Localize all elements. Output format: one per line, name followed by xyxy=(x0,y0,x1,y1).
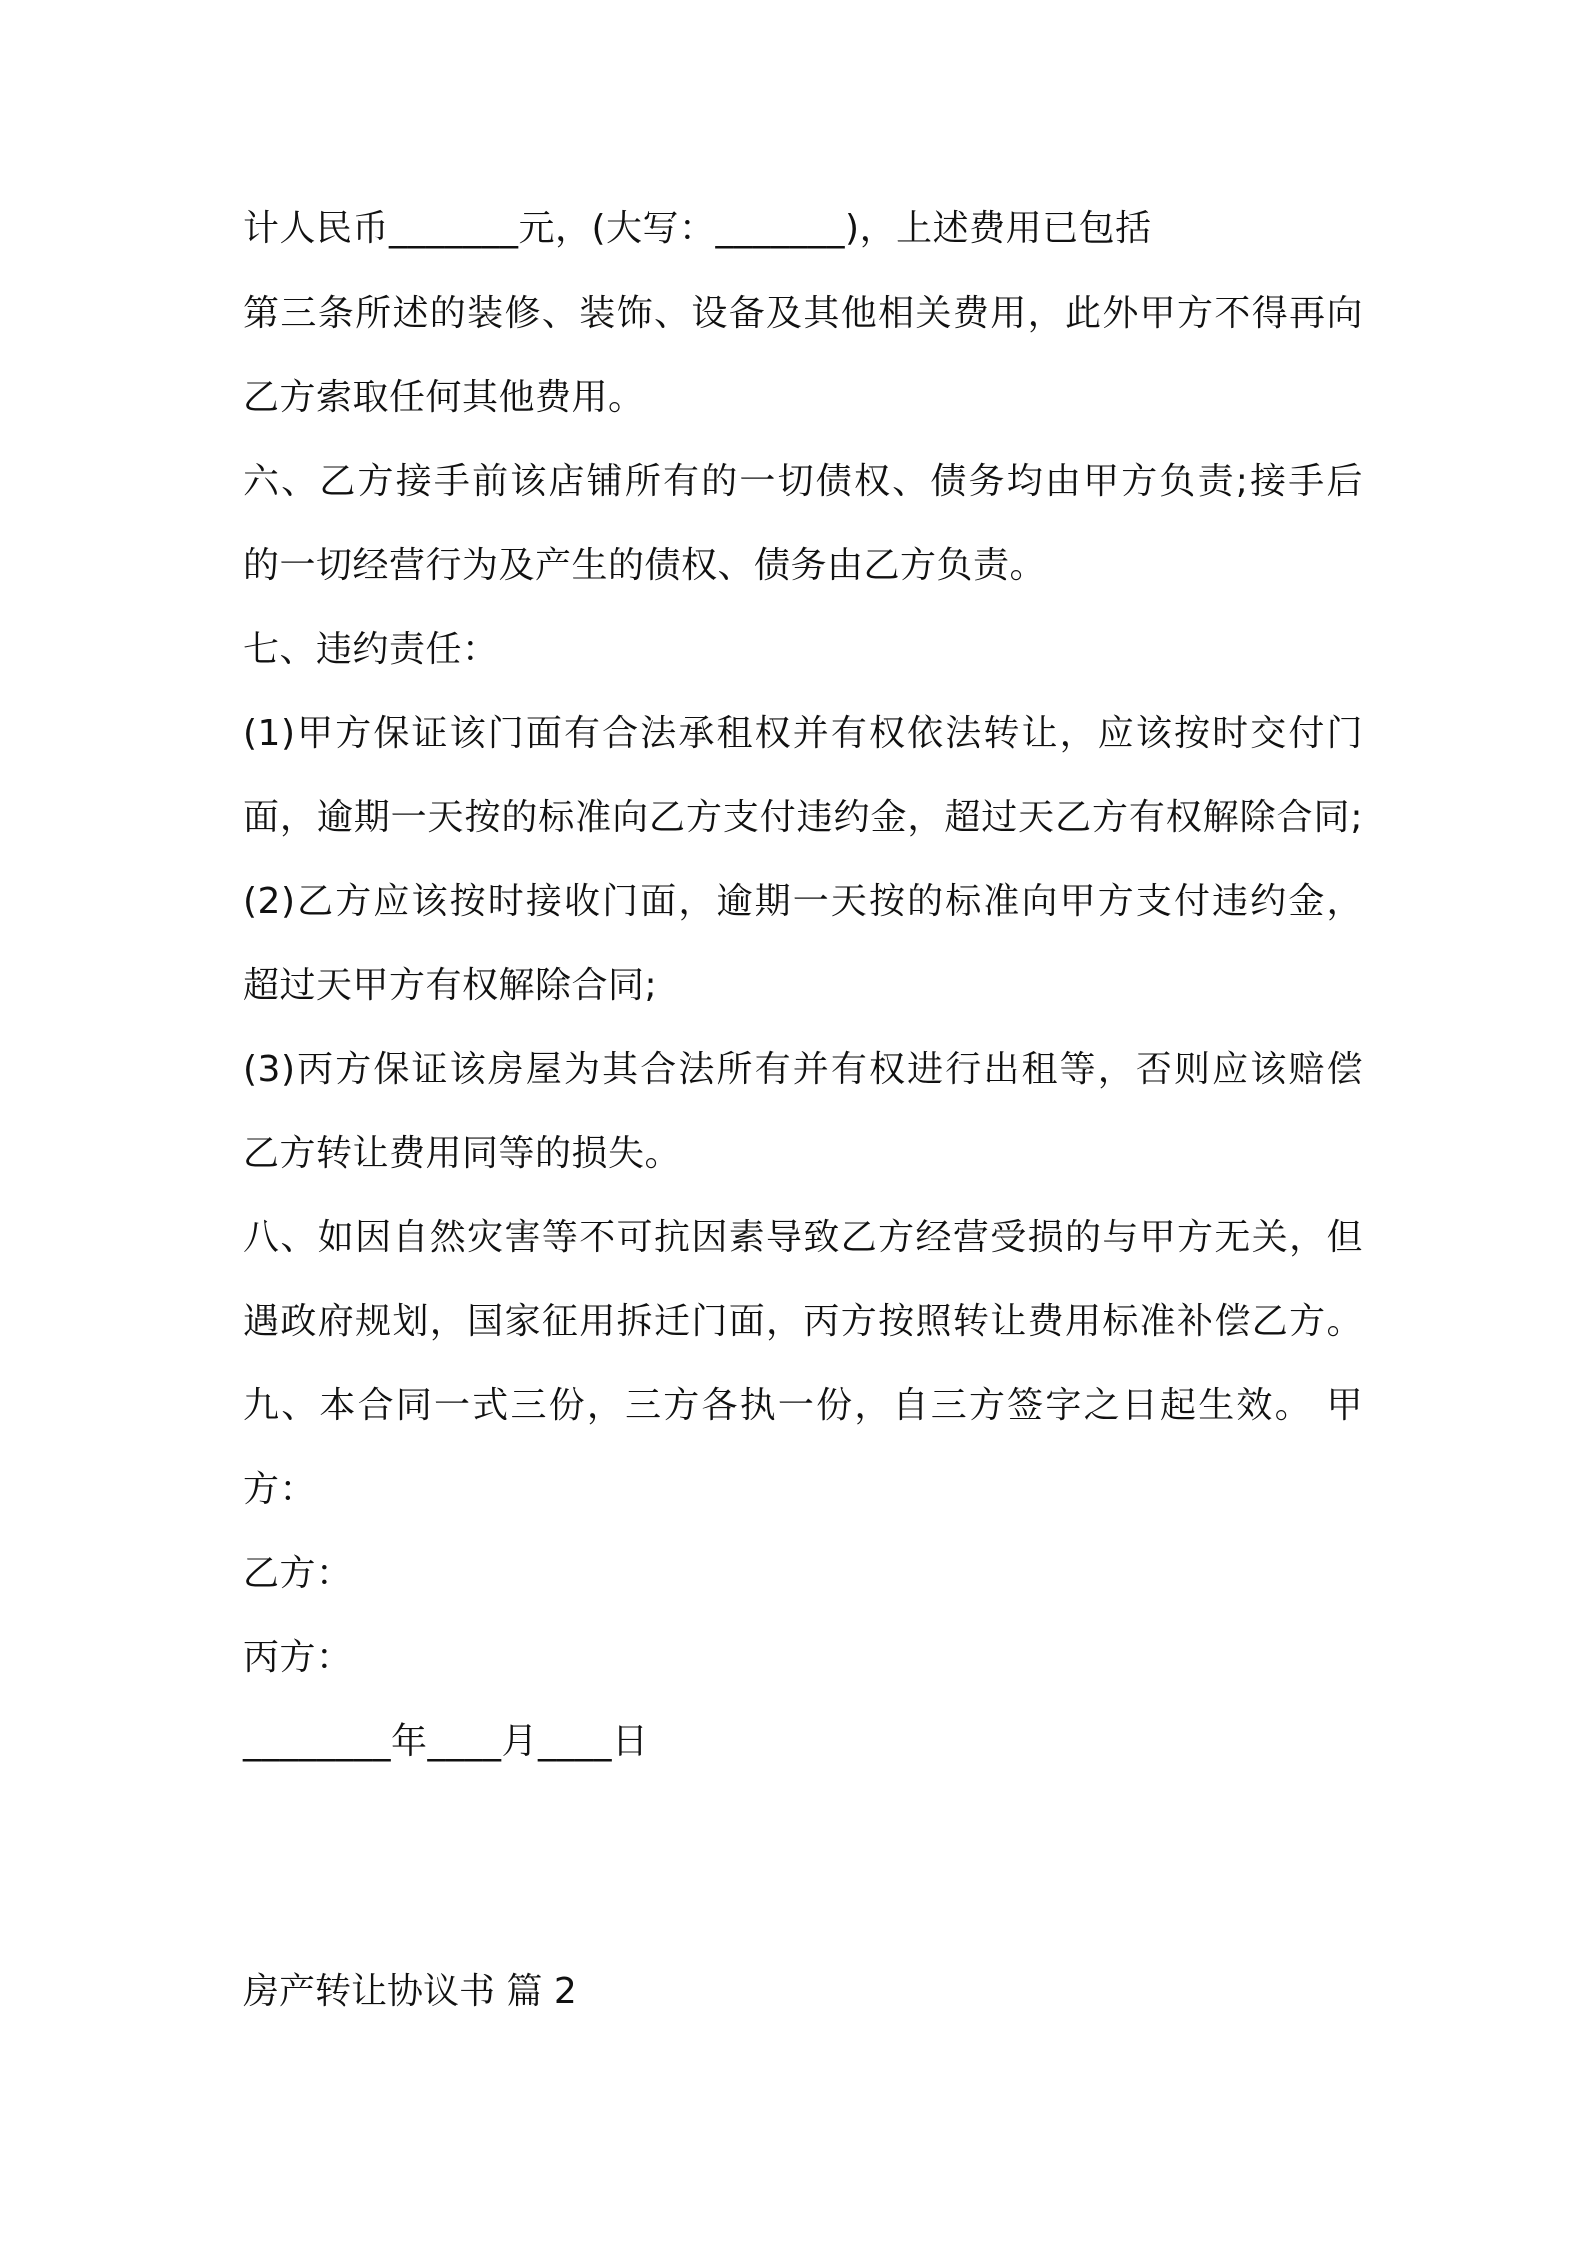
signature-party-b: 乙方： xyxy=(243,1553,353,1594)
text-line-12: 乙方转让费用同等的损失。 xyxy=(243,1133,682,1174)
text-line-1: 计人民币_______元，(大写：_______)，上述费用已包括 xyxy=(243,208,1152,249)
text-line-11: (3)丙方保证该房屋为其合法所有并有权进行出租等，否则应该赔偿 xyxy=(243,1049,1363,1090)
text-line-3: 乙方索取任何其他费用。 xyxy=(243,377,645,418)
text-line-9: (2)乙方应该按时接收门面，逾期一天按的标准向甲方支付违约金， xyxy=(243,881,1363,922)
text-line-6: 七、违约责任： xyxy=(243,629,499,670)
text-line-7: (1)甲方保证该门面有合法承租权并有权依法转让，应该按时交付门 xyxy=(243,713,1363,754)
signature-party-c: 丙方： xyxy=(243,1637,353,1678)
text-line-16: 方： xyxy=(243,1469,317,1510)
text-line-5: 的一切经营行为及产生的债权、债务由乙方负责。 xyxy=(243,545,1047,586)
text-line-2: 第三条所述的装修、装饰、设备及其他相关费用，此外甲方不得再向 xyxy=(243,293,1363,334)
signature-date: ________年____月____日 xyxy=(243,1721,649,1762)
text-line-10: 超过天甲方有权解除合同; xyxy=(243,965,658,1006)
text-line-14: 遇政府规划，国家征用拆迁门面，丙方按照转让费用标准补偿乙方。 xyxy=(243,1301,1363,1342)
section-title: 房产转让协议书 篇 2 xyxy=(243,1971,577,2012)
text-line-15: 九、本合同一式三份，三方各执一份，自三方签字之日起生效。 甲 xyxy=(243,1385,1363,1426)
text-line-8: 面，逾期一天按的标准向乙方支付违约金，超过天乙方有权解除合同; xyxy=(243,797,1363,838)
text-line-13: 八、如因自然灾害等不可抗因素导致乙方经营受损的与甲方无关，但 xyxy=(243,1217,1363,1258)
text-line-4: 六、乙方接手前该店铺所有的一切债权、债务均由甲方负责;接手后 xyxy=(243,461,1363,502)
